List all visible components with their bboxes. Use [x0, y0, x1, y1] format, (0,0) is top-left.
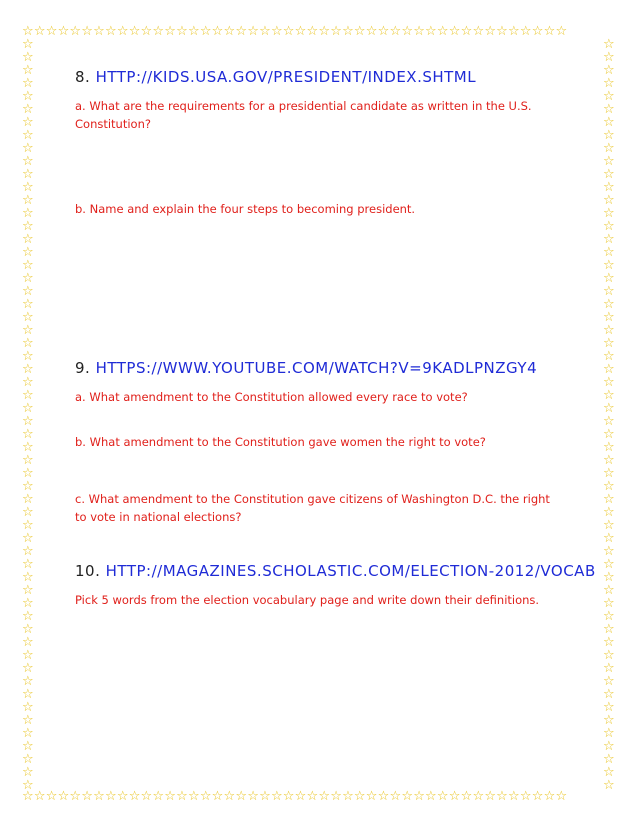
question-9b: b. What amendment to the Constitution gave women the right to vote?	[75, 435, 486, 449]
section-link[interactable]: HTTP://KIDS.USA.GOV/PRESIDENT/INDEX.SHTML	[95, 68, 477, 86]
section-number: 10.	[75, 562, 101, 580]
question-9c: c. What amendment to the Constitution gave citizens of Washington D.C. the right to vote in national elections?	[75, 492, 550, 524]
question-10: Pick 5 words from the election vocabulary page and write down their definitions.	[75, 593, 540, 607]
section-link[interactable]: HTTPS://WWW.YOUTUBE.COM/WATCH?V=9KADLPNZGY4	[95, 359, 538, 377]
section-link[interactable]: HTTP://MAGAZINES.SCHOLASTIC.COM/ELECTION-2012/VOCAB	[105, 562, 596, 580]
star-border-right: ☆☆☆☆☆☆☆☆☆☆☆☆☆☆☆☆☆☆☆☆☆☆☆☆☆☆☆☆☆☆☆☆☆☆☆☆☆☆☆☆☆☆☆☆☆☆☆☆☆☆☆☆☆☆☆☆☆☆	[603, 38, 615, 793]
question-8a: a. What are the requirements for a presidential candidate as written in the U.S. Constitution?	[75, 99, 532, 131]
star-border-left: ☆☆☆☆☆☆☆☆☆☆☆☆☆☆☆☆☆☆☆☆☆☆☆☆☆☆☆☆☆☆☆☆☆☆☆☆☆☆☆☆☆☆☆☆☆☆☆☆☆☆☆☆☆☆☆☆☆☆	[22, 38, 34, 793]
section-heading	[75, 359, 565, 377]
question-8b: b. Name and explain the four steps to becoming president.	[75, 202, 416, 216]
star-border-top: ☆☆☆☆☆☆☆☆☆☆☆☆☆☆☆☆☆☆☆☆☆☆☆☆☆☆☆☆☆☆☆☆☆☆☆☆☆☆☆☆☆☆☆☆☆☆	[22, 25, 568, 39]
star-border-bottom: ☆☆☆☆☆☆☆☆☆☆☆☆☆☆☆☆☆☆☆☆☆☆☆☆☆☆☆☆☆☆☆☆☆☆☆☆☆☆☆☆☆☆☆☆☆☆	[22, 790, 568, 804]
section-number: 9.	[75, 359, 91, 377]
section-10	[75, 562, 596, 609]
section-heading	[75, 562, 596, 580]
section-number: 8.	[75, 68, 91, 86]
section-8	[75, 68, 565, 216]
question-9a: a. What amendment to the Constitution allowed every race to vote?	[75, 390, 468, 404]
section-heading	[75, 68, 565, 86]
section-9	[75, 359, 565, 524]
